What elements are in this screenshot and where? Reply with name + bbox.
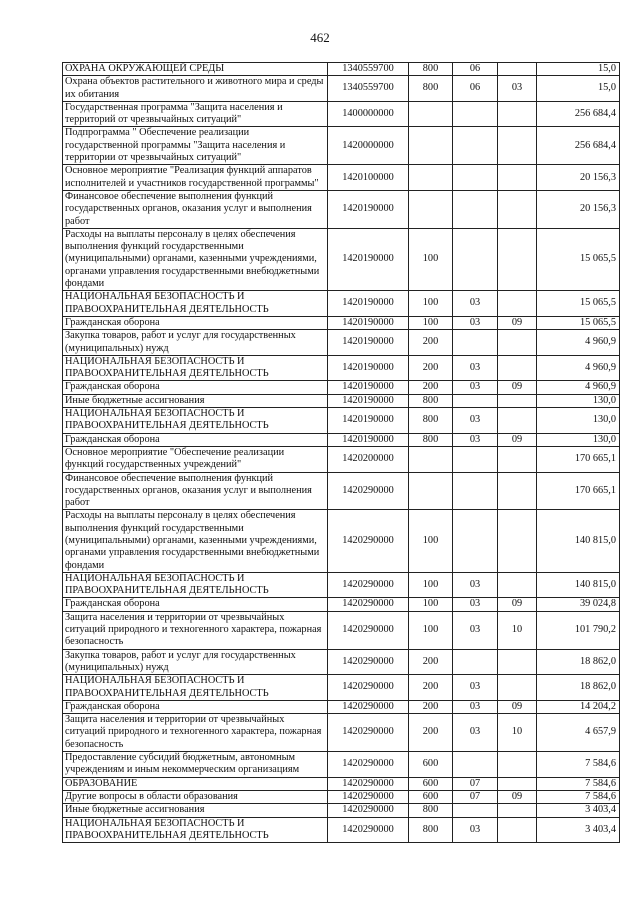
amount-cell: 18 862,0	[537, 675, 620, 701]
expense-type-cell: 200	[409, 700, 453, 713]
section-cell: 03	[453, 598, 498, 611]
target-code-cell: 1420190000	[328, 408, 409, 434]
target-code-cell: 1420190000	[328, 433, 409, 446]
target-code-cell: 1400000000	[328, 101, 409, 127]
expense-type-cell: 100	[409, 510, 453, 572]
expense-type-cell: 100	[409, 598, 453, 611]
target-code-cell: 1420290000	[328, 700, 409, 713]
section-cell	[453, 752, 498, 778]
target-code-cell: 1420290000	[328, 472, 409, 510]
subsection-cell	[498, 127, 537, 165]
amount-cell: 4 960,9	[537, 330, 620, 356]
expense-type-cell: 200	[409, 675, 453, 701]
section-cell	[453, 101, 498, 127]
target-code-cell: 1420190000	[328, 190, 409, 228]
table-row	[63, 700, 620, 713]
section-cell: 03	[453, 433, 498, 446]
table-row	[63, 804, 620, 817]
table-row	[63, 777, 620, 790]
table-row	[63, 316, 620, 329]
table-row	[63, 433, 620, 446]
row-name-cell: Иные бюджетные ассигнования	[63, 804, 328, 817]
row-name-cell: ОХРАНА ОКРУЖАЮЩЕЙ СРЕДЫ	[63, 63, 328, 76]
table-row	[63, 598, 620, 611]
row-name-cell: Гражданская оборона	[63, 433, 328, 446]
section-cell: 03	[453, 675, 498, 701]
amount-cell: 18 862,0	[537, 649, 620, 675]
subsection-cell	[498, 804, 537, 817]
target-code-cell: 1420290000	[328, 598, 409, 611]
expense-type-cell: 200	[409, 714, 453, 752]
table-row	[63, 790, 620, 803]
target-code-cell: 1340559700	[328, 63, 409, 76]
table-row	[63, 101, 620, 127]
row-name-cell: Государственная программа "Защита населения и территорий от чрезвычайных ситуаций"	[63, 101, 328, 127]
table-row	[63, 675, 620, 701]
subsection-cell: 10	[498, 714, 537, 752]
row-name-cell: Охрана объектов растительного и животного мира и среды их обитания	[63, 76, 328, 102]
section-cell: 03	[453, 700, 498, 713]
expense-type-cell: 200	[409, 330, 453, 356]
table-row	[63, 714, 620, 752]
row-name-cell: НАЦИОНАЛЬНАЯ БЕЗОПАСНОСТЬ И ПРАВООХРАНИТЕЛЬНАЯ ДЕЯТЕЛЬНОСТЬ	[63, 675, 328, 701]
amount-cell: 256 684,4	[537, 101, 620, 127]
amount-cell: 130,0	[537, 408, 620, 434]
section-cell: 03	[453, 408, 498, 434]
amount-cell: 130,0	[537, 433, 620, 446]
section-cell	[453, 649, 498, 675]
section-cell: 03	[453, 817, 498, 843]
target-code-cell: 1420190000	[328, 291, 409, 317]
amount-cell: 15,0	[537, 63, 620, 76]
subsection-cell	[498, 408, 537, 434]
subsection-cell	[498, 63, 537, 76]
section-cell	[453, 190, 498, 228]
expense-type-cell: 800	[409, 76, 453, 102]
expense-type-cell: 800	[409, 804, 453, 817]
table-row	[63, 408, 620, 434]
row-name-cell: НАЦИОНАЛЬНАЯ БЕЗОПАСНОСТЬ И ПРАВООХРАНИТЕЛЬНАЯ ДЕЯТЕЛЬНОСТЬ	[63, 408, 328, 434]
section-cell: 07	[453, 777, 498, 790]
section-cell	[453, 446, 498, 472]
amount-cell: 15 065,5	[537, 316, 620, 329]
row-name-cell: НАЦИОНАЛЬНАЯ БЕЗОПАСНОСТЬ И ПРАВООХРАНИТЕЛЬНАЯ ДЕЯТЕЛЬНОСТЬ	[63, 355, 328, 381]
section-cell	[453, 228, 498, 290]
subsection-cell	[498, 817, 537, 843]
row-name-cell: Защита населения и территории от чрезвычайных ситуаций природного и техногенного характера, пожарная безопасность	[63, 611, 328, 649]
amount-cell: 15 065,5	[537, 291, 620, 317]
amount-cell: 140 815,0	[537, 510, 620, 572]
table-row	[63, 76, 620, 102]
row-name-cell: Гражданская оборона	[63, 598, 328, 611]
expense-type-cell	[409, 472, 453, 510]
table-row	[63, 330, 620, 356]
row-name-cell: НАЦИОНАЛЬНАЯ БЕЗОПАСНОСТЬ И ПРАВООХРАНИТЕЛЬНАЯ ДЕЯТЕЛЬНОСТЬ	[63, 572, 328, 598]
section-cell	[453, 127, 498, 165]
target-code-cell: 1420290000	[328, 572, 409, 598]
section-cell: 06	[453, 63, 498, 76]
row-name-cell: Защита населения и территории от чрезвычайных ситуаций природного и техногенного характера, пожарная безопасность	[63, 714, 328, 752]
subsection-cell	[498, 446, 537, 472]
subsection-cell: 09	[498, 598, 537, 611]
expense-type-cell	[409, 190, 453, 228]
table-row	[63, 165, 620, 191]
budget-table	[62, 62, 620, 843]
row-name-cell: Гражданская оборона	[63, 700, 328, 713]
amount-cell: 7 584,6	[537, 777, 620, 790]
section-cell: 06	[453, 76, 498, 102]
section-cell: 07	[453, 790, 498, 803]
section-cell: 03	[453, 381, 498, 394]
table-row	[63, 817, 620, 843]
amount-cell: 3 403,4	[537, 817, 620, 843]
row-name-cell: Финансовое обеспечение выполнения функций государственных органов, оказания услуг и выполнения работ	[63, 190, 328, 228]
table-row	[63, 611, 620, 649]
table-row	[63, 510, 620, 572]
subsection-cell: 09	[498, 700, 537, 713]
subsection-cell: 09	[498, 316, 537, 329]
subsection-cell: 09	[498, 790, 537, 803]
expense-type-cell	[409, 446, 453, 472]
target-code-cell: 1420290000	[328, 675, 409, 701]
subsection-cell	[498, 752, 537, 778]
target-code-cell: 1420290000	[328, 714, 409, 752]
row-name-cell: Предоставление субсидий бюджетным, автономным учреждениям и иным некоммерческим организациям	[63, 752, 328, 778]
expense-type-cell: 600	[409, 777, 453, 790]
table-row	[63, 291, 620, 317]
amount-cell: 7 584,6	[537, 752, 620, 778]
expense-type-cell: 200	[409, 381, 453, 394]
target-code-cell: 1420290000	[328, 510, 409, 572]
amount-cell: 3 403,4	[537, 804, 620, 817]
expense-type-cell: 600	[409, 790, 453, 803]
target-code-cell: 1420200000	[328, 446, 409, 472]
amount-cell: 130,0	[537, 394, 620, 407]
subsection-cell: 10	[498, 611, 537, 649]
target-code-cell: 1420290000	[328, 804, 409, 817]
row-name-cell: Финансовое обеспечение выполнения функций государственных органов, оказания услуг и выполнения работ	[63, 472, 328, 510]
table-row	[63, 572, 620, 598]
section-cell	[453, 394, 498, 407]
row-name-cell: Расходы на выплаты персоналу в целях обеспечения выполнения функций государственными (муниципальными) органами, казенными учреждениями, органами управления государственными внебюджетными фондами	[63, 510, 328, 572]
subsection-cell	[498, 228, 537, 290]
expense-type-cell: 800	[409, 433, 453, 446]
subsection-cell	[498, 190, 537, 228]
subsection-cell	[498, 777, 537, 790]
target-code-cell: 1420290000	[328, 777, 409, 790]
section-cell	[453, 472, 498, 510]
target-code-cell: 1420290000	[328, 817, 409, 843]
row-name-cell: Гражданская оборона	[63, 381, 328, 394]
subsection-cell	[498, 101, 537, 127]
target-code-cell: 1420190000	[328, 381, 409, 394]
expense-type-cell: 200	[409, 649, 453, 675]
section-cell: 03	[453, 714, 498, 752]
subsection-cell	[498, 472, 537, 510]
row-name-cell: Закупка товаров, работ и услуг для государственных (муниципальных) нужд	[63, 649, 328, 675]
amount-cell: 14 204,2	[537, 700, 620, 713]
target-code-cell: 1340559700	[328, 76, 409, 102]
target-code-cell: 1420190000	[328, 330, 409, 356]
amount-cell: 256 684,4	[537, 127, 620, 165]
row-name-cell: Основное мероприятие "Обеспечение реализации функций государственных учреждений"	[63, 446, 328, 472]
target-code-cell: 1420290000	[328, 649, 409, 675]
amount-cell: 15 065,5	[537, 228, 620, 290]
row-name-cell: Закупка товаров, работ и услуг для государственных (муниципальных) нужд	[63, 330, 328, 356]
row-name-cell: НАЦИОНАЛЬНАЯ БЕЗОПАСНОСТЬ И ПРАВООХРАНИТЕЛЬНАЯ ДЕЯТЕЛЬНОСТЬ	[63, 817, 328, 843]
row-name-cell: ОБРАЗОВАНИЕ	[63, 777, 328, 790]
section-cell: 03	[453, 572, 498, 598]
row-name-cell: Другие вопросы в области образования	[63, 790, 328, 803]
subsection-cell	[498, 355, 537, 381]
row-name-cell: Иные бюджетные ассигнования	[63, 394, 328, 407]
table-row	[63, 394, 620, 407]
amount-cell: 4 960,9	[537, 355, 620, 381]
target-code-cell: 1420000000	[328, 127, 409, 165]
expense-type-cell	[409, 127, 453, 165]
expense-type-cell	[409, 101, 453, 127]
section-cell	[453, 330, 498, 356]
target-code-cell: 1420290000	[328, 790, 409, 803]
expense-type-cell: 100	[409, 316, 453, 329]
expense-type-cell: 100	[409, 228, 453, 290]
expense-type-cell	[409, 165, 453, 191]
expense-type-cell: 800	[409, 394, 453, 407]
section-cell	[453, 510, 498, 572]
subsection-cell	[498, 165, 537, 191]
table-row	[63, 355, 620, 381]
section-cell: 03	[453, 316, 498, 329]
section-cell	[453, 804, 498, 817]
target-code-cell: 1420190000	[328, 316, 409, 329]
section-cell: 03	[453, 355, 498, 381]
amount-cell: 4 960,9	[537, 381, 620, 394]
budget-table-body	[63, 63, 620, 843]
target-code-cell: 1420290000	[328, 611, 409, 649]
table-row	[63, 446, 620, 472]
row-name-cell: Гражданская оборона	[63, 316, 328, 329]
subsection-cell: 09	[498, 381, 537, 394]
subsection-cell	[498, 675, 537, 701]
row-name-cell: НАЦИОНАЛЬНАЯ БЕЗОПАСНОСТЬ И ПРАВООХРАНИТЕЛЬНАЯ ДЕЯТЕЛЬНОСТЬ	[63, 291, 328, 317]
table-row	[63, 63, 620, 76]
table-row	[63, 190, 620, 228]
amount-cell: 20 156,3	[537, 190, 620, 228]
expense-type-cell: 600	[409, 752, 453, 778]
target-code-cell: 1420190000	[328, 228, 409, 290]
expense-type-cell: 100	[409, 611, 453, 649]
row-name-cell: Подпрограмма " Обеспечение реализации государственной программы "Защита населения и территории от чрезвычайных ситуаций"	[63, 127, 328, 165]
amount-cell: 7 584,6	[537, 790, 620, 803]
amount-cell: 39 024,8	[537, 598, 620, 611]
row-name-cell: Расходы на выплаты персоналу в целях обеспечения выполнения функций государственными (муниципальными) органами, казенными учреждениями, органами управления государственными внебюджетными фондами	[63, 228, 328, 290]
subsection-cell	[498, 394, 537, 407]
subsection-cell: 09	[498, 433, 537, 446]
expense-type-cell: 800	[409, 63, 453, 76]
amount-cell: 140 815,0	[537, 572, 620, 598]
subsection-cell	[498, 649, 537, 675]
amount-cell: 101 790,2	[537, 611, 620, 649]
table-row	[63, 228, 620, 290]
target-code-cell: 1420290000	[328, 752, 409, 778]
amount-cell: 170 665,1	[537, 472, 620, 510]
expense-type-cell: 800	[409, 817, 453, 843]
target-code-cell: 1420100000	[328, 165, 409, 191]
amount-cell: 4 657,9	[537, 714, 620, 752]
section-cell: 03	[453, 611, 498, 649]
page-number: 462	[310, 30, 330, 45]
expense-type-cell: 800	[409, 408, 453, 434]
expense-type-cell: 100	[409, 291, 453, 317]
target-code-cell: 1420190000	[328, 355, 409, 381]
amount-cell: 170 665,1	[537, 446, 620, 472]
amount-cell: 20 156,3	[537, 165, 620, 191]
section-cell: 03	[453, 291, 498, 317]
subsection-cell	[498, 291, 537, 317]
target-code-cell: 1420190000	[328, 394, 409, 407]
section-cell	[453, 165, 498, 191]
expense-type-cell: 200	[409, 355, 453, 381]
table-row	[63, 649, 620, 675]
subsection-cell	[498, 510, 537, 572]
expense-type-cell: 100	[409, 572, 453, 598]
subsection-cell	[498, 330, 537, 356]
table-row	[63, 752, 620, 778]
row-name-cell: Основное мероприятие "Реализация функций аппаратов исполнителей и участников государственной программы"	[63, 165, 328, 191]
table-row	[63, 381, 620, 394]
table-row	[63, 472, 620, 510]
subsection-cell	[498, 572, 537, 598]
subsection-cell: 03	[498, 76, 537, 102]
table-row	[63, 127, 620, 165]
amount-cell: 15,0	[537, 76, 620, 102]
